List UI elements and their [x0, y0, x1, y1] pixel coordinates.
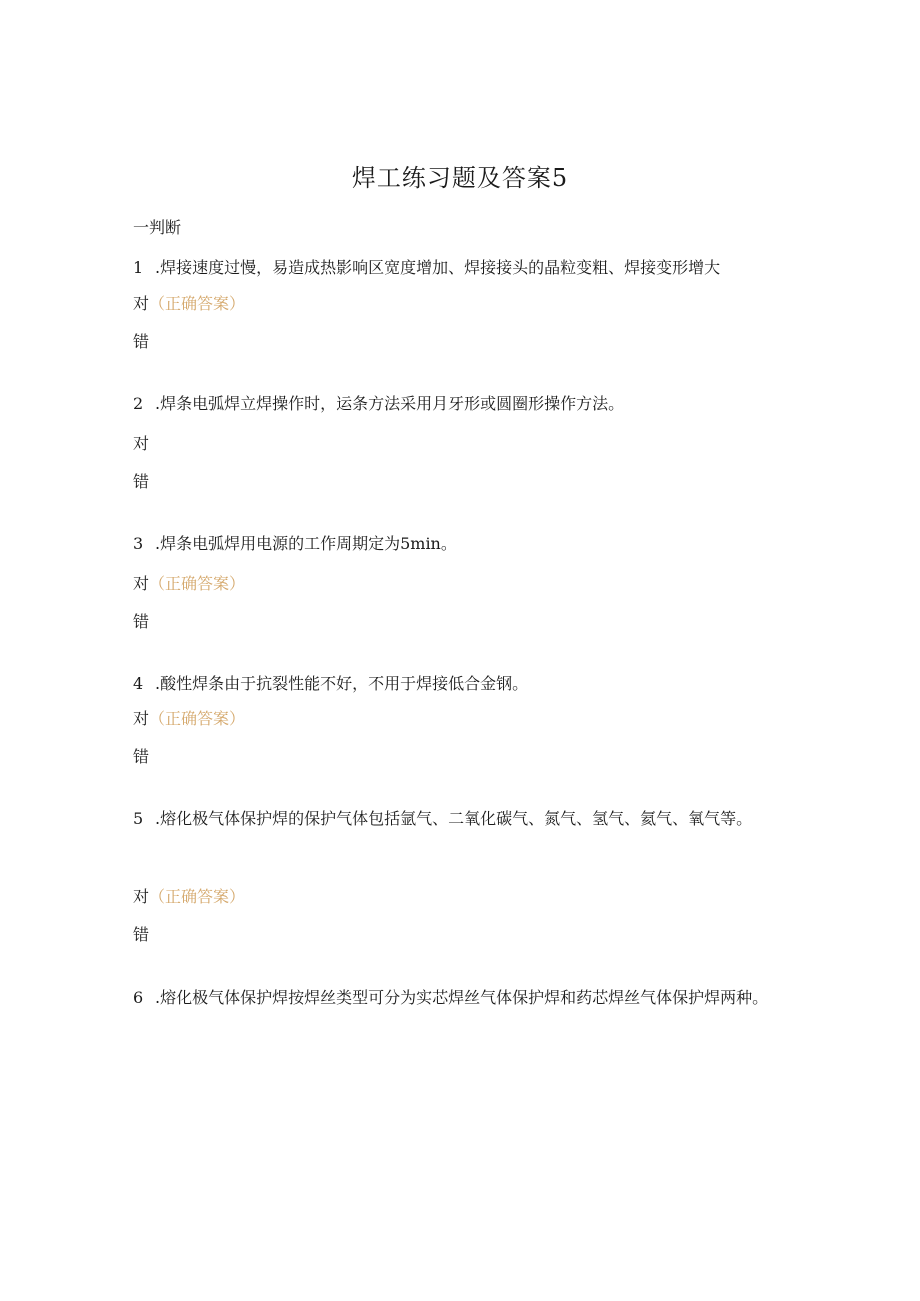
question-number: 4	[133, 674, 144, 693]
option-label: 对	[133, 574, 150, 593]
question-text: .焊条电弧焊立焊操作时，运条方法采用月牙形或圆圈形操作方法。	[155, 394, 625, 413]
option-false[interactable]	[133, 470, 149, 494]
option-false[interactable]	[133, 610, 149, 634]
question-number: 3	[133, 534, 144, 553]
option-true[interactable]	[133, 885, 245, 909]
question-2	[133, 392, 624, 416]
option-false[interactable]	[133, 330, 149, 354]
question-4	[133, 672, 528, 696]
correct-answer-tag: （正确答案）	[149, 574, 246, 593]
correct-answer-tag: （正确答案）	[149, 709, 246, 728]
option-label: 对	[133, 887, 150, 906]
question-number: 1	[133, 258, 144, 277]
option-label: 对	[133, 709, 150, 728]
question-text: .酸性焊条由于抗裂性能不好，不用于焊接低合金钢。	[155, 674, 529, 693]
question-number: 2	[133, 394, 144, 413]
correct-answer-tag: （正确答案）	[149, 294, 246, 313]
option-label: 错	[133, 472, 150, 491]
question-text: .熔化极气体保护焊按焊丝类型可分为实芯焊丝气体保护焊和药芯焊丝气体保护焊两种。	[155, 988, 769, 1007]
option-true[interactable]	[133, 572, 245, 596]
question-1	[133, 256, 720, 280]
section-heading: 一判断	[133, 218, 182, 237]
option-label: 对	[133, 434, 150, 453]
question-text: .焊条电弧焊用电源的工作周期定为5min。	[155, 534, 457, 553]
option-true[interactable]	[133, 432, 149, 456]
option-label: 错	[133, 612, 150, 631]
option-false[interactable]	[133, 923, 149, 947]
question-number: 6	[133, 988, 144, 1007]
question-text: .熔化极气体保护焊的保护气体包括氩气、二氧化碳气、氮气、氢气、氦气、氧气等。	[155, 809, 753, 828]
option-true[interactable]	[133, 292, 245, 316]
option-label: 错	[133, 925, 150, 944]
question-3	[133, 532, 457, 556]
question-5	[133, 801, 763, 837]
correct-answer-tag: （正确答案）	[149, 887, 246, 906]
option-label: 错	[133, 332, 150, 351]
question-text: .焊接速度过慢，易造成热影响区宽度增加、焊接接头的晶粒变粗、焊接变形增大	[155, 258, 721, 277]
option-label: 对	[133, 294, 150, 313]
option-false[interactable]	[133, 745, 149, 769]
option-label: 错	[133, 747, 150, 766]
question-number: 5	[133, 809, 144, 828]
option-true[interactable]	[133, 707, 245, 731]
question-6	[133, 980, 783, 1016]
page-title: 焊工练习题及答案5	[351, 164, 569, 192]
